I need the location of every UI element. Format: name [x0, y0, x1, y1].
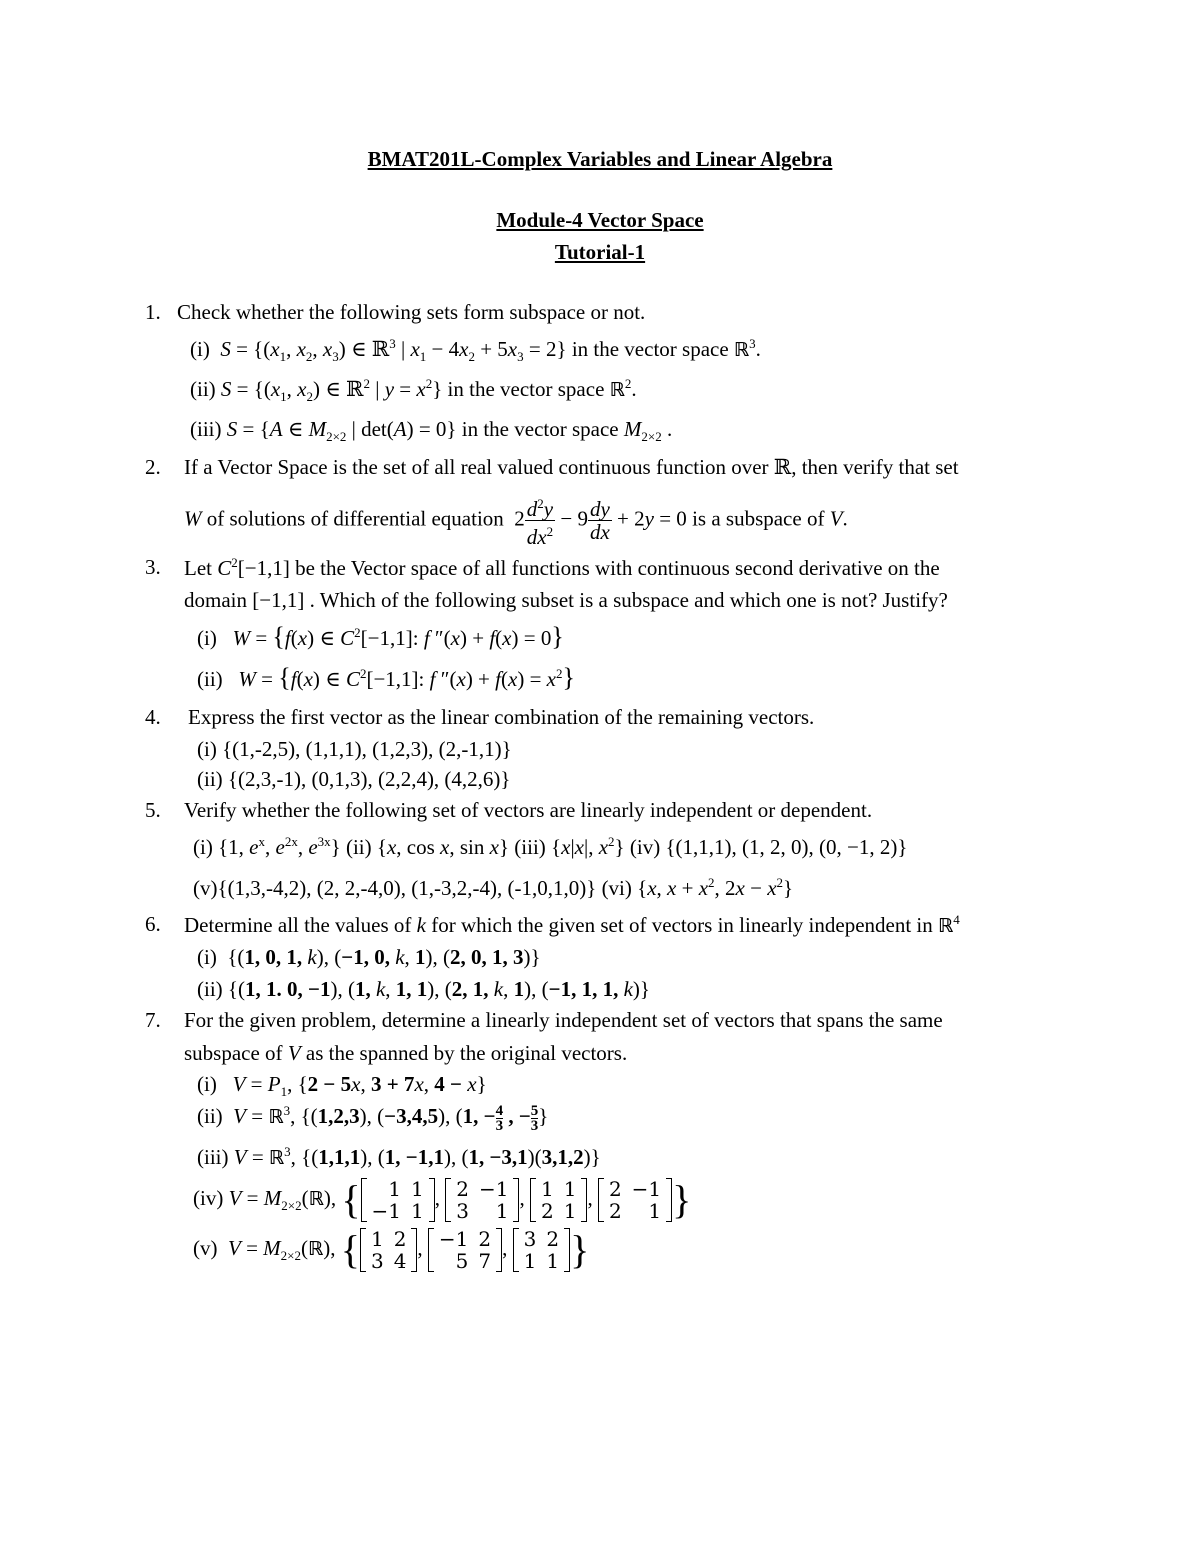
matrix: 1 2 3 4	[360, 1228, 417, 1272]
question-number: 1.	[145, 300, 161, 324]
matrix: −1 2 5 7	[428, 1228, 502, 1272]
question-7-part-iii: (iii) V = ℝ$^3$, {(1,1,1), (1, −1,1), (1, −3,1)(3,1,2)}	[197, 1144, 601, 1169]
fraction-five-thirds: $\frac{5}{3}$	[530, 1102, 539, 1134]
question-number: 4.	[145, 705, 161, 729]
question-number: 6.	[145, 912, 161, 936]
question-6-part-ii: (ii) {(1, 1. 0, −1), (1, k, 1, 1), (2, 1, k, 1), (−1, 1, 1, k)}	[197, 977, 650, 1001]
question-7-part-ii: (ii) V = ℝ$^3$, {(1,2,3), (−3,4,5), (1, − $\frac{4}{3}$ , − $\frac{5}{3}$ }	[197, 1102, 549, 1134]
question-6-part-i: (i) {(1, 0, 1, k), (−1, 0, k, 1), (2, 0, 1, 3)}	[197, 945, 541, 969]
question-3-text-cont: domain [−1,1] . Which of the following subset is a subspace and which one is not? Justify?	[184, 588, 948, 612]
question-7-part-i: (i) $V = P_1$, {2 − 5x, 3 + 7x, 4 − x}	[197, 1072, 487, 1100]
question-7-text-cont: subspace of V as the spanned by the original vectors.	[184, 1041, 628, 1065]
question-2-equation-line: W of solutions of differential equation 2 $\frac{d^2y}{dx^2}$ − 9 $\frac{dy}{dx}$ + 2y = 0 is a subspace of V.	[184, 493, 848, 548]
second-derivative-fraction: $\frac{d^2y}{dx^2}$	[525, 493, 555, 548]
question-number: 2.	[145, 455, 161, 479]
matrix: 1 1 −1 1	[361, 1178, 435, 1222]
question-7-part-v: (v) $V = M_{2\times 2}(ℝ)$, { 1 2 3 4 , −1 2 5 7 , 3 2 1 1 }	[193, 1227, 590, 1273]
question-6-text: Determine all the values of k for which the given set of vectors in linearly independent in ℝ$^4$	[184, 912, 960, 937]
question-1-part-i: (i) $S = \{(x_1$, $x_2$, $x_3$) ∈ ℝ$^3$ | $x_1 - 4x_2 + 5x_3 = 2$} in the vector space ℝ$^3$.	[190, 336, 761, 365]
question-4-text: Express the first vector as the linear combination of the remaining vectors.	[188, 705, 815, 729]
question-number: 3.	[145, 555, 161, 579]
question-5-text: Verify whether the following set of vectors are linearly independent or dependent.	[184, 798, 873, 822]
matrix: 2 −1 2 1	[598, 1178, 672, 1222]
question-3-text: Let $C^2[-1,1]$ be the Vector space of all functions with continuous second derivative on the	[184, 555, 940, 580]
matrix: 1 1 2 1	[530, 1178, 587, 1222]
question-1-part-ii: (ii) $S = \{(x_1$, $x_2$) ∈ ℝ$^2$ | $y = x^2$} in the vector space ℝ$^2$.	[190, 376, 637, 405]
fraction-four-thirds: $\frac{4}{3}$	[495, 1102, 504, 1134]
question-3-part-ii: (ii) W = {f(x) ∈ $C^2[-1,1]$: f $''(x) + f(x) = x^2$}	[197, 663, 575, 692]
question-5-parts-v-vi: (v){(1,3,-4,2), (2, 2,-4,0), (1,-3,2,-4), (-1,0,1,0)} (vi) {x, $x + x^2$, $2x - x^2$}	[193, 875, 794, 900]
matrix: 2 −1 3 1	[445, 1178, 519, 1222]
question-4-part-ii: (ii) {(2,3,-1), (0,1,3), (2,2,4), (4,2,6)}	[197, 767, 511, 791]
question-3-part-i: (i) W = {f(x) ∈ $C^2[-1,1]$: f ″(x) + f(x) = 0}	[197, 622, 564, 651]
question-7-text: For the given problem, determine a linearly independent set of vectors that spans the same	[184, 1008, 943, 1032]
question-5-parts-i-iv: (i) {1, $e^x$, $e^{2x}$, $e^{3x}$} (ii) {x, cos x, sin x} (iii) {x|x|, $x^2$} (iv) {(1,1,1), (1, 2, 0), (0, −1, 2)}	[193, 834, 908, 859]
question-2-text: If a Vector Space is the set of all real valued continuous function over ℝ, then verify that set	[184, 455, 959, 479]
question-number: 7.	[145, 1008, 161, 1032]
module-title: Module-4 Vector Space	[496, 208, 704, 232]
question-1-text: Check whether the following sets form subspace or not.	[177, 300, 646, 324]
first-derivative-fraction: $\frac{dy}{dx}$	[589, 497, 610, 544]
tutorial-title: Tutorial-1	[554, 240, 646, 264]
course-title: BMAT201L-Complex Variables and Linear Algebra	[367, 147, 833, 171]
matrix: 3 2 1 1	[513, 1228, 570, 1272]
question-4-part-i: (i) {(1,-2,5), (1,1,1), (1,2,3), (2,-1,1)}	[197, 737, 512, 761]
question-1-part-iii: (iii) S = {A ∈ $M_{2\times 2}$ | det(A) = 0} in the vector space $M_{2\times 2}$ .	[190, 417, 673, 445]
question-7-part-iv: (iv) $V = M_{2\times 2}(ℝ)$, { 1 1 −1 1 , 2 −1 3 1 , 1 1 2 1 , 2 −1 2 1 }	[193, 1177, 692, 1223]
question-number: 5.	[145, 798, 161, 822]
